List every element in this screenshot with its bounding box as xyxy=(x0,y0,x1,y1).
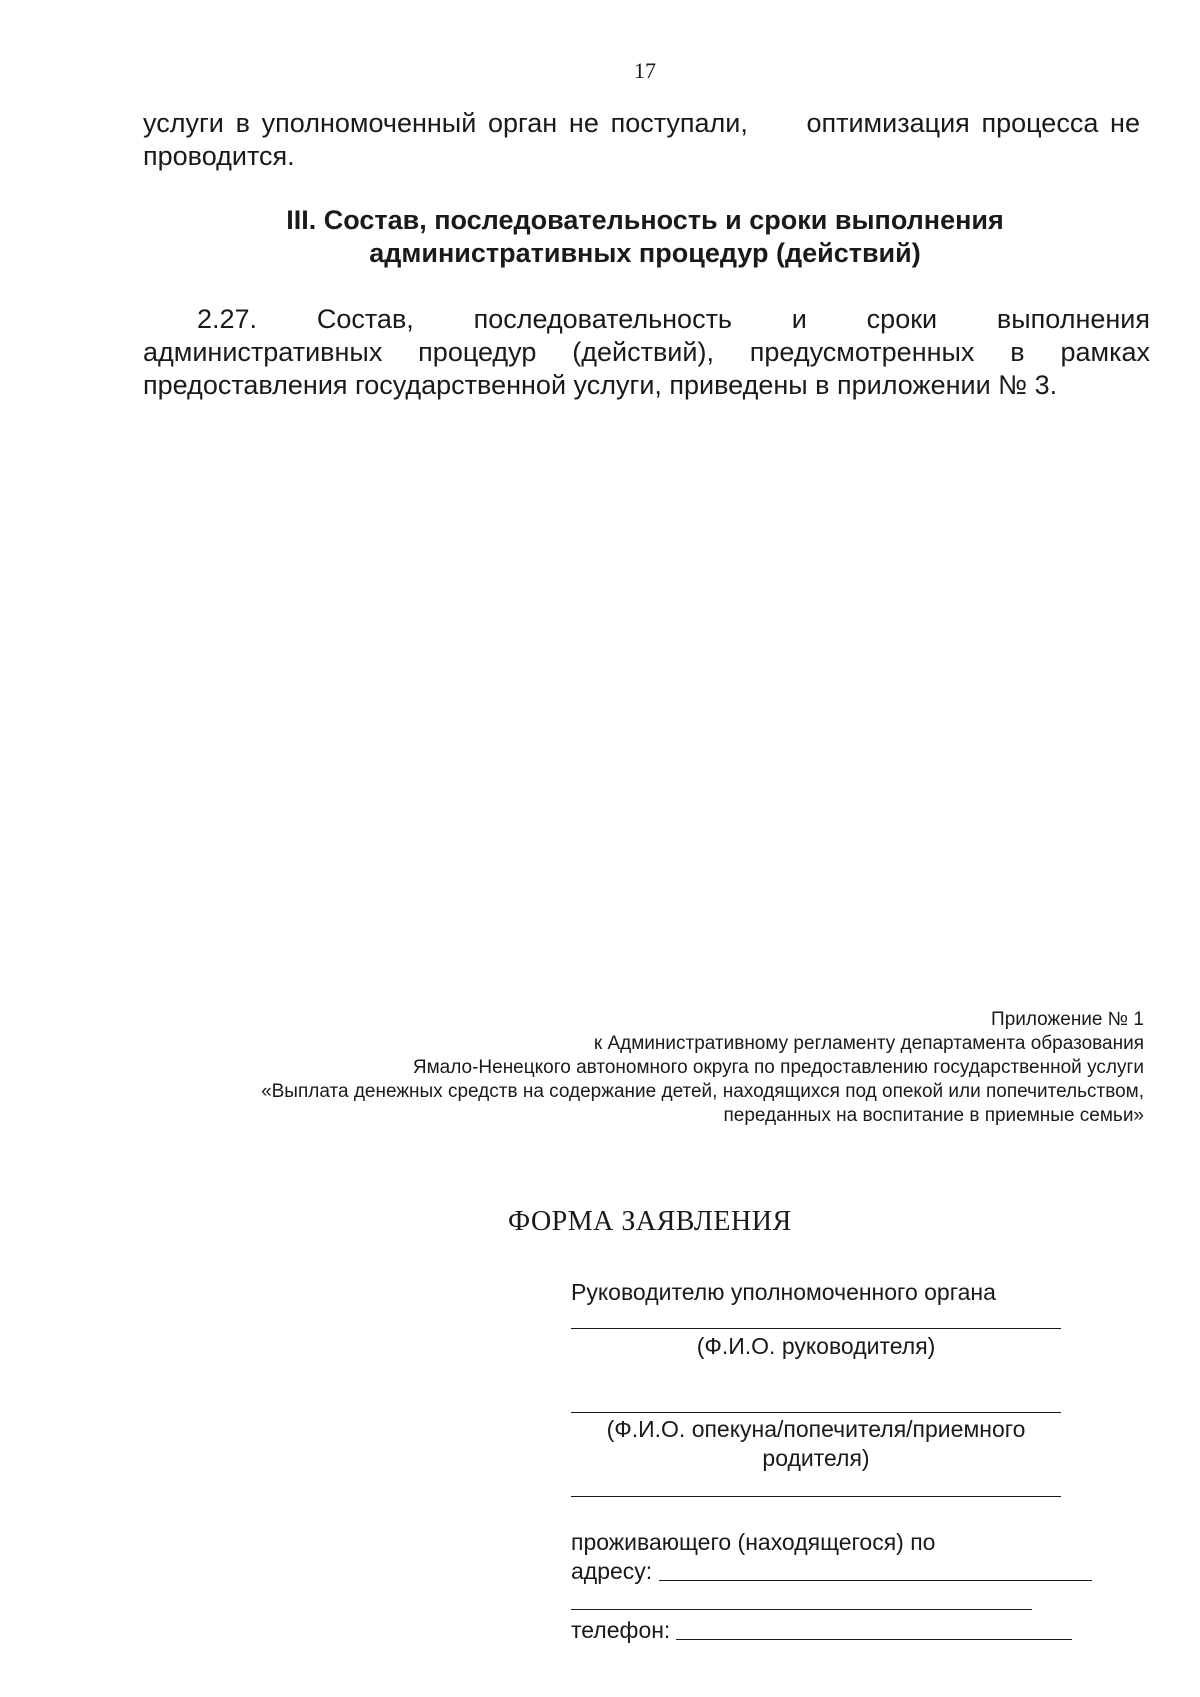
paragraph-2-27-line-3: предоставления государственной услуги, приведены в приложении № 3. xyxy=(143,370,1058,400)
appendix-note-line-4: «Выплата денежных средств на содержание детей, находящихся под опекой или попечительством, xyxy=(261,1081,1144,1102)
head-name-line xyxy=(571,1328,1061,1329)
form-recipient: Руководителю уполномоченного органа xyxy=(571,1279,996,1305)
guardian-name-line xyxy=(571,1412,1061,1413)
appendix-note-line-5: переданных на воспитание в приемные семьи» xyxy=(723,1105,1144,1126)
appendix-note-line-2: к Административному регламенту департамента образования xyxy=(593,1033,1144,1054)
appendix-note-line-1: Приложение № 1 xyxy=(991,1009,1144,1030)
guardian-caption-line-1: (Ф.И.О. опекуна/попечителя/приемного xyxy=(606,1416,1026,1442)
phone-line xyxy=(676,1639,1072,1640)
paragraph-2-27-line-2: административных процедур (действий), предусмотренных в рамках xyxy=(143,337,1150,367)
intro-paragraph-line-1: услуги в уполномоченный орган не поступали, оптимизация процесса не xyxy=(143,108,1140,138)
paragraph-2-27-line-1: 2.27. Состав, последовательность и сроки выполнения xyxy=(197,304,1150,334)
guardian-extra-line xyxy=(571,1496,1061,1497)
residing-label: проживающего (находящегося) по xyxy=(571,1529,936,1555)
guardian-caption-line-2: родителя) xyxy=(762,1445,870,1471)
appendix-note-line-3: Ямало-Ненецкого автономного округа по предоставлению государственной услуги xyxy=(412,1057,1144,1078)
head-name-caption: (Ф.И.О. руководителя) xyxy=(696,1333,936,1359)
address-label: адресу: xyxy=(571,1558,653,1584)
section-heading-line-2: административных процедур (действий) xyxy=(369,238,921,268)
address-line-2 xyxy=(571,1609,1032,1610)
form-title: ФОРМА ЗАЯВЛЕНИЯ xyxy=(508,1206,792,1237)
phone-label: телефон: xyxy=(571,1617,671,1643)
page-number: 17 xyxy=(634,58,656,83)
section-heading-line-1: III. Состав, последовательность и сроки выполнения xyxy=(286,205,1004,235)
address-line xyxy=(659,1580,1092,1581)
intro-paragraph-line-2: проводится. xyxy=(143,141,295,171)
